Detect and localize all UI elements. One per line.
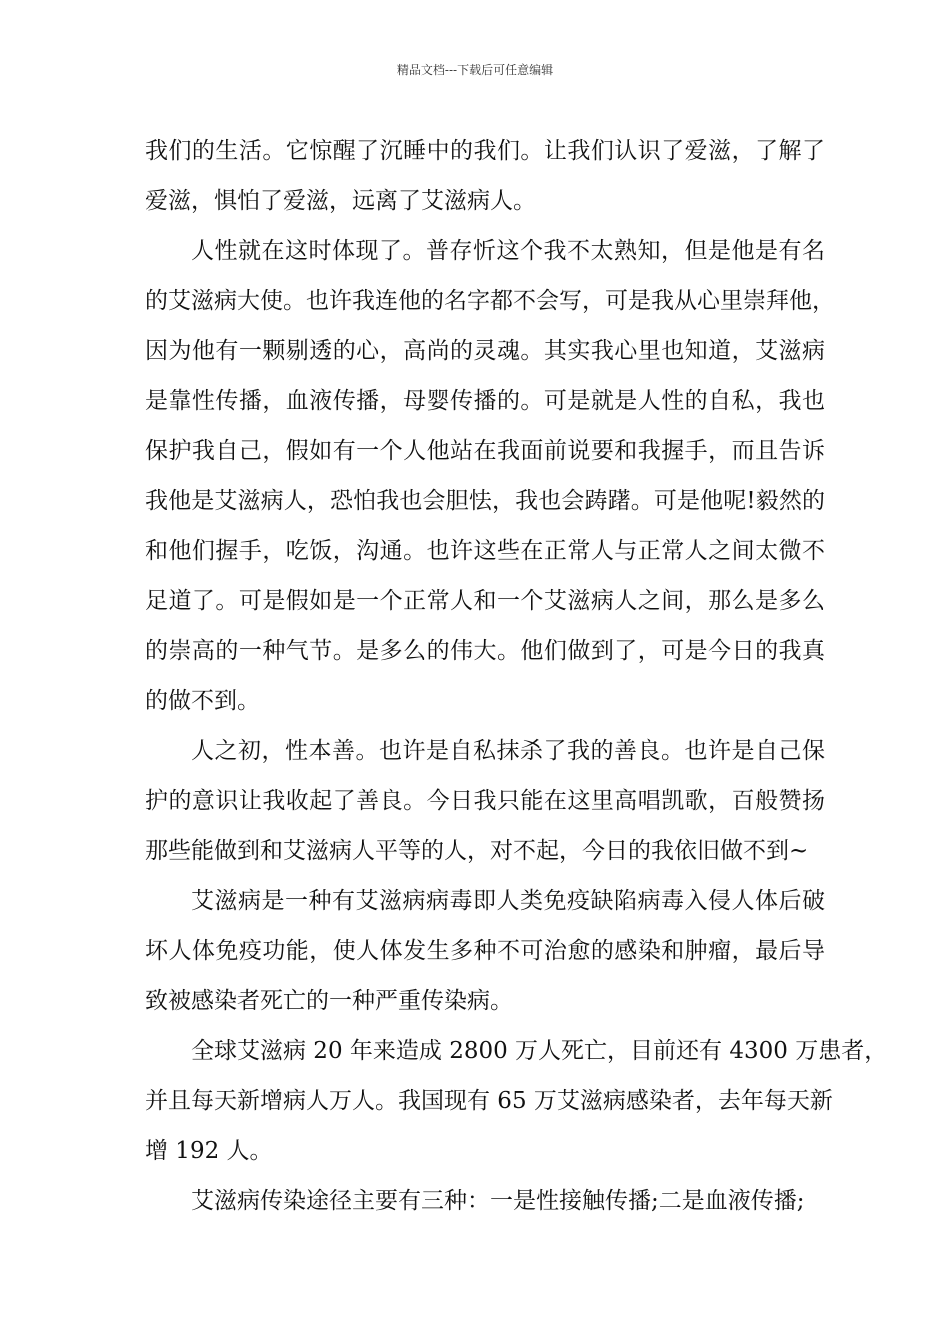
text-line: 和他们握手，吃饭，沟通。也许这些在正常人与正常人之间太微不 (145, 538, 825, 564)
page-header: 精品文档---下载后可任意编辑 (396, 63, 554, 77)
paragraph-first-line: 艾滋病是一种有艾滋病病毒即人类免疫缺陷病毒入侵人体后破 (191, 888, 825, 914)
text-line: 的崇高的一种气节。是多么的伟大。他们做到了，可是今日的我真 (145, 638, 825, 664)
document-body (145, 126, 888, 1226)
text-line: 的做不到。 (145, 688, 260, 714)
paragraph-first-line: 人之初，性本善。也许是自私抹杀了我的善良。也许是自己保 (191, 738, 825, 764)
text-line: 我他是艾滋病人，恐怕我也会胆怯，我也会踌躇。可是他呢!毅然的 (145, 488, 825, 514)
text-line: 的艾滋病大使。也许我连他的名字都不会写，可是我从心里崇拜他， (145, 288, 835, 314)
paragraph-first-line: 全球艾滋病 20 年来造成 2800 万人死亡，目前还有 4300 万患者， (191, 1038, 888, 1064)
text-line: 并且每天新增病人万人。我国现有 65 万艾滋病感染者，去年每天新 (145, 1088, 833, 1114)
text-line: 致被感染者死亡的一种严重传染病。 (145, 988, 513, 1014)
text-line: 增 192 人。 (145, 1138, 273, 1164)
text-line: 我们的生活。它惊醒了沉睡中的我们。让我们认识了爱滋，了解了 (145, 138, 825, 164)
text-line: 保护我自己，假如有一个人他站在我面前说要和我握手，而且告诉 (145, 438, 825, 464)
text-line: 那些能做到和艾滋病人平等的人，对不起，今日的我依旧做不到~ (145, 838, 809, 864)
text-line: 坏人体免疫功能，使人体发生多种不可治愈的感染和肿瘤，最后导 (145, 938, 825, 964)
text-line: 护的意识让我收起了善良。今日我只能在这里高唱凯歌，百般赞扬 (145, 788, 825, 814)
text-line: 是靠性传播，血液传播，母婴传播的。可是就是人性的自私，我也 (145, 388, 825, 414)
text-line: 足道了。可是假如是一个正常人和一个艾滋病人之间，那么是多么 (145, 588, 825, 614)
text-line: 爱滋，惧怕了爱滋，远离了艾滋病人。 (145, 188, 536, 214)
paragraph-first-line: 艾滋病传染途径主要有三种：一是性接触传播;二是血液传播; (191, 1188, 805, 1214)
text-line: 因为他有一颗剔透的心，高尚的灵魂。其实我心里也知道，艾滋病 (145, 338, 825, 364)
paragraph-first-line: 人性就在这时体现了。普存忻这个我不太熟知，但是他是有名 (191, 238, 825, 264)
